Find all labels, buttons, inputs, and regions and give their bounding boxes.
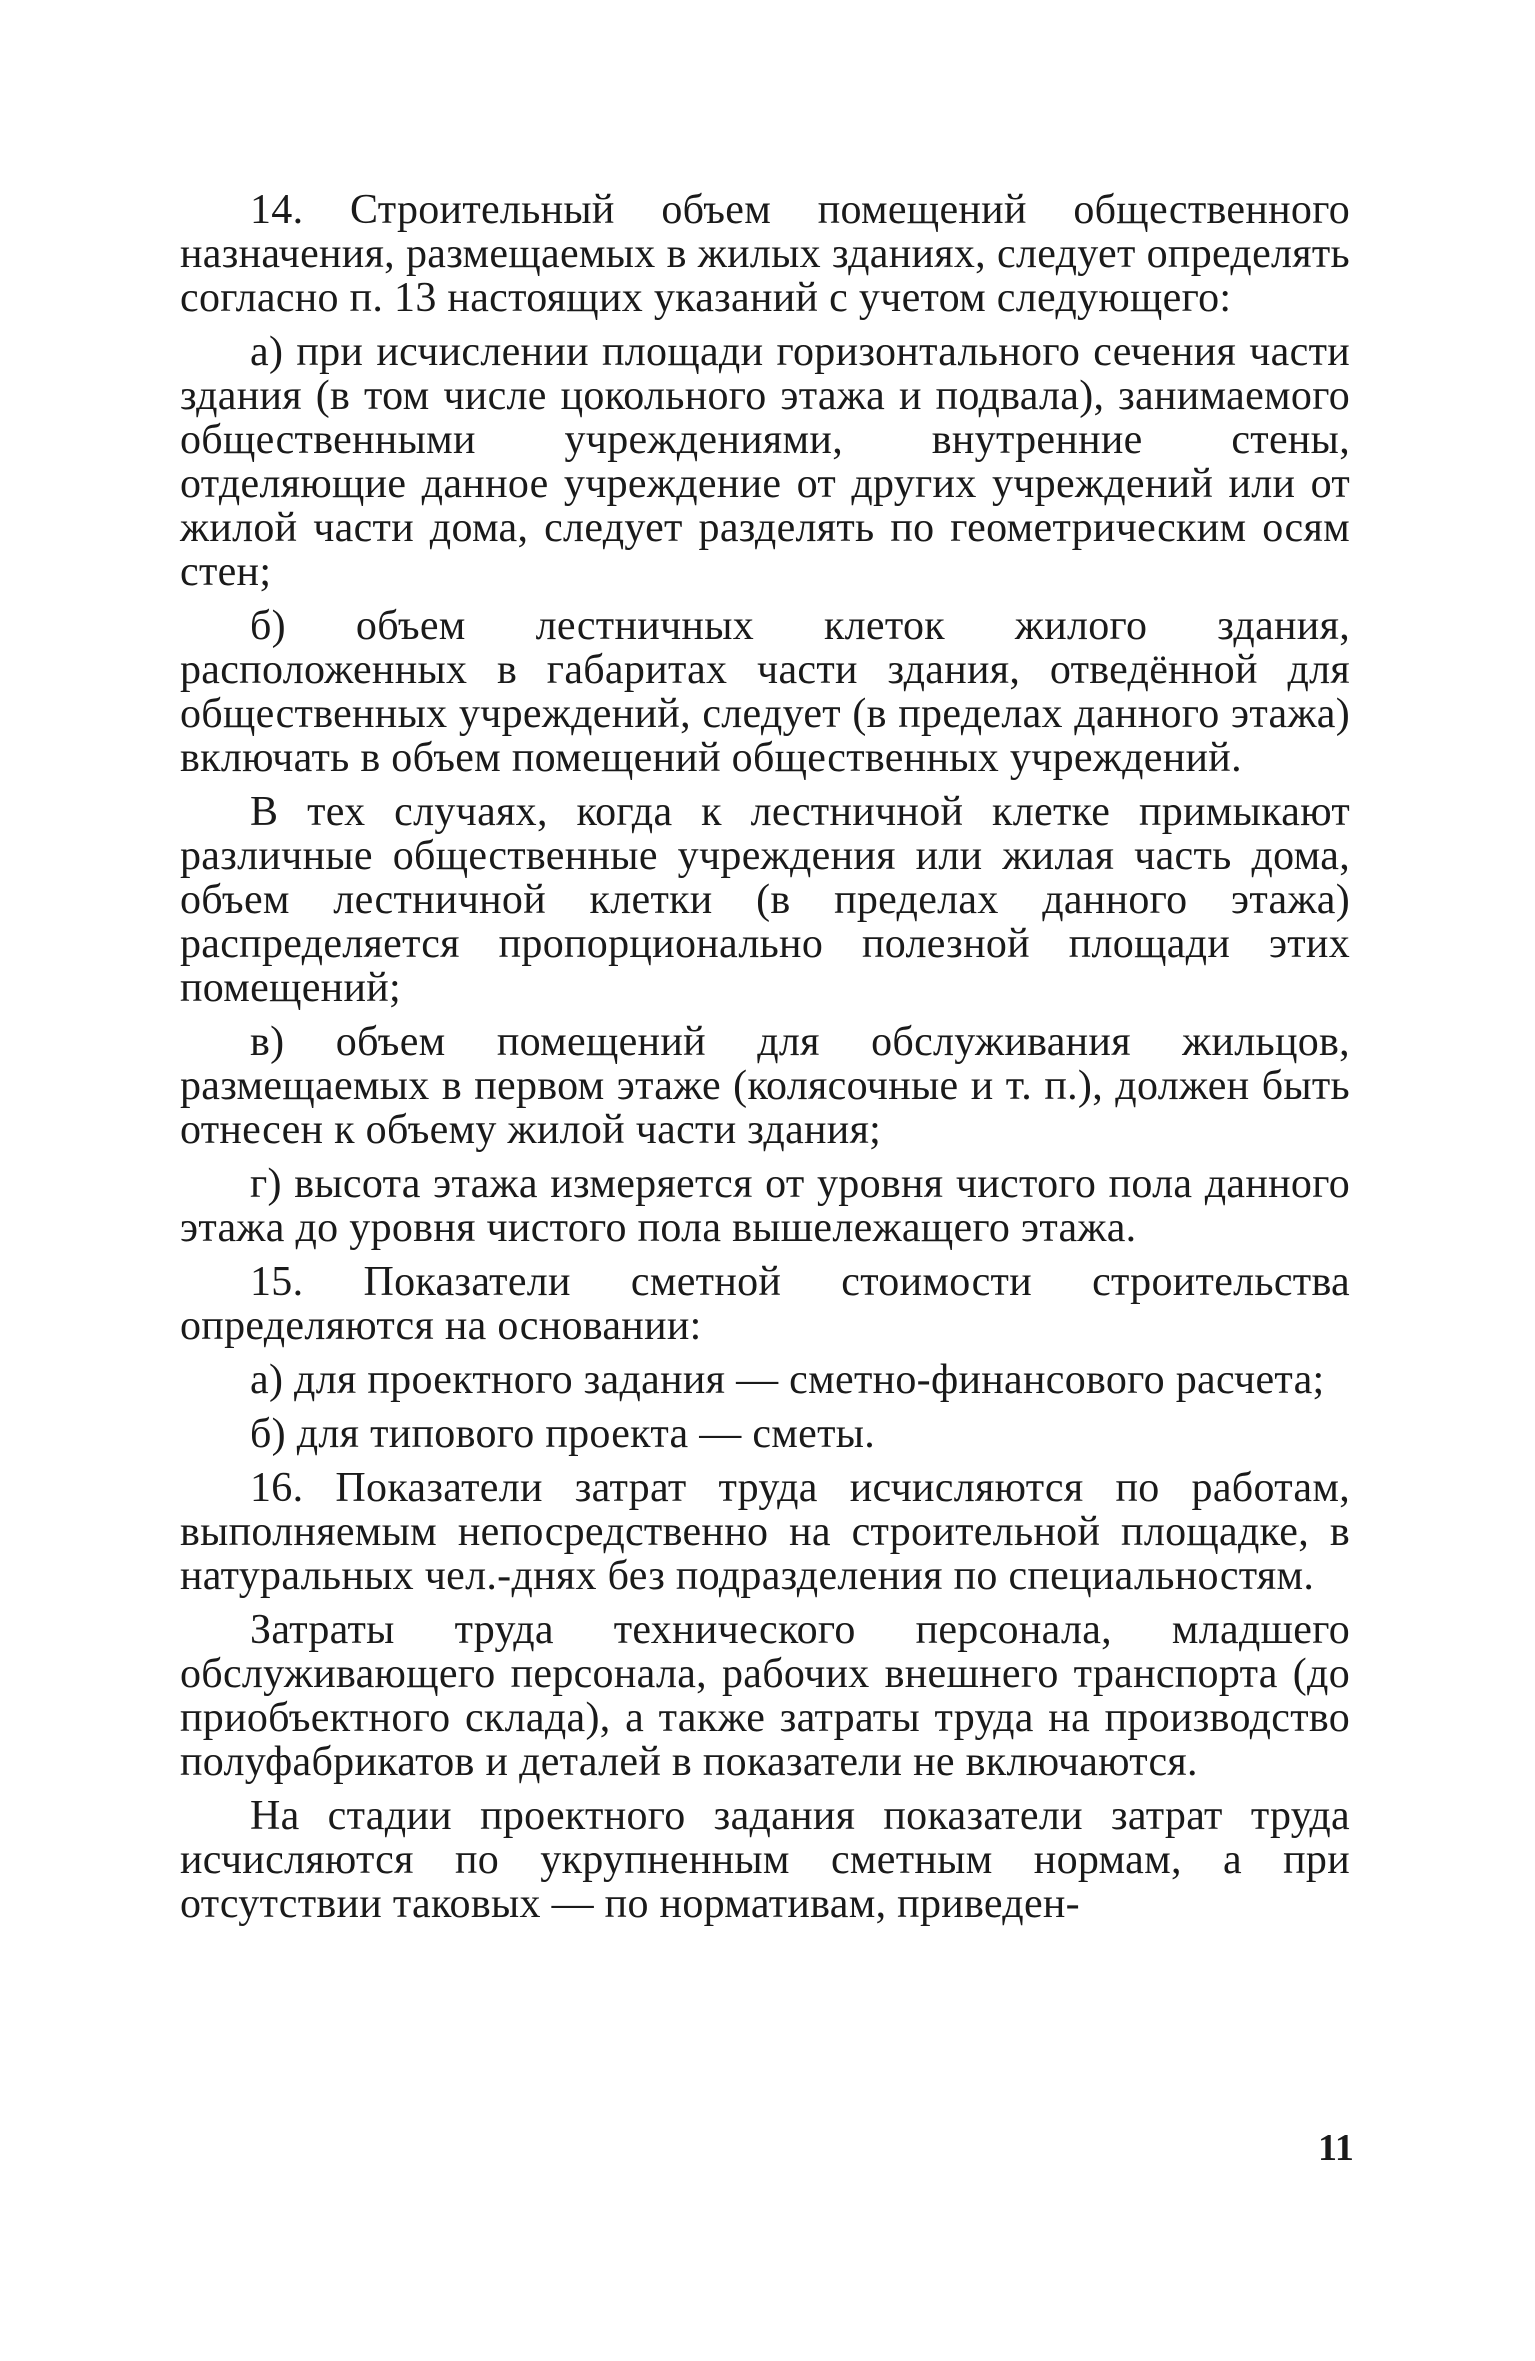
paragraph-15a: а) для проектного задания — сметно-финансового расчета; (250, 1357, 1325, 1403)
paragraph-14v: в) объем помещений для обслуживания жильцов, размещаемых в первом этаже (колясочные и т. п.), должен быть отнесен к объему жилой части здания; (180, 1019, 1350, 1153)
paragraph-14g: г) высота этажа измеряется от уровня чистого пола данного этажа до уровня чистого пола вышележащего этажа. (180, 1161, 1350, 1251)
paragraph-16: 16. Показатели затрат труда исчисляются по работам, выполняемым непосредственно на строительной площадке, в натуральных чел.-днях без подразделения по специальностям. (180, 1465, 1350, 1599)
paragraph-14b: б) объем лестничных клеток жилого здания, расположенных в габаритах части здания, отведённой для общественных учреждений, следует (в пределах данного этажа) включать в объем помещений общественных учреждений. (180, 603, 1350, 781)
page-body (180, 188, 1350, 1936)
paragraph-15: 15. Показатели сметной стоимости строительства определяются на основании: (180, 1259, 1350, 1349)
page-number: 11 (1318, 2127, 1354, 2169)
paragraph-15b: б) для типового проекта — сметы. (250, 1411, 876, 1457)
paragraph-16-project-stage: На стадии проектного задания показатели затрат труда исчисляются по укрупненным сметным нормам, а при отсутствии таковых — по нормативам, приведен- (180, 1793, 1350, 1927)
paragraph-14b-staircase: В тех случаях, когда к лестничной клетке примыкают различные общественные учреждения или жилая часть дома, объем лестничной клетки (в пределах данного этажа) распределяется пропорционально полезной площади этих помещений; (180, 789, 1350, 1011)
paragraph-14: 14. Строительный объем помещений общественного назначения, размещаемых в жилых зданиях, следует определять согласно п. 13 настоящих указаний с учетом следующего: (180, 187, 1350, 321)
paragraph-14a: а) при исчислении площади горизонтального сечения части здания (в том числе цокольного этажа и подвала), занимаемого общественными учреждениями, внутренние стены, отделяющие данное учреждение от других учреждений или от жилой части дома, следует разделять по геометрическим осям стен; (180, 329, 1350, 595)
paragraph-16-labor-costs: Затраты труда технического персонала, младшего обслуживающего персонала, рабочих внешнего транспорта (до приобъектного склада), а также затраты труда на производство полуфабрикатов и деталей в показатели не включаются. (180, 1607, 1350, 1785)
